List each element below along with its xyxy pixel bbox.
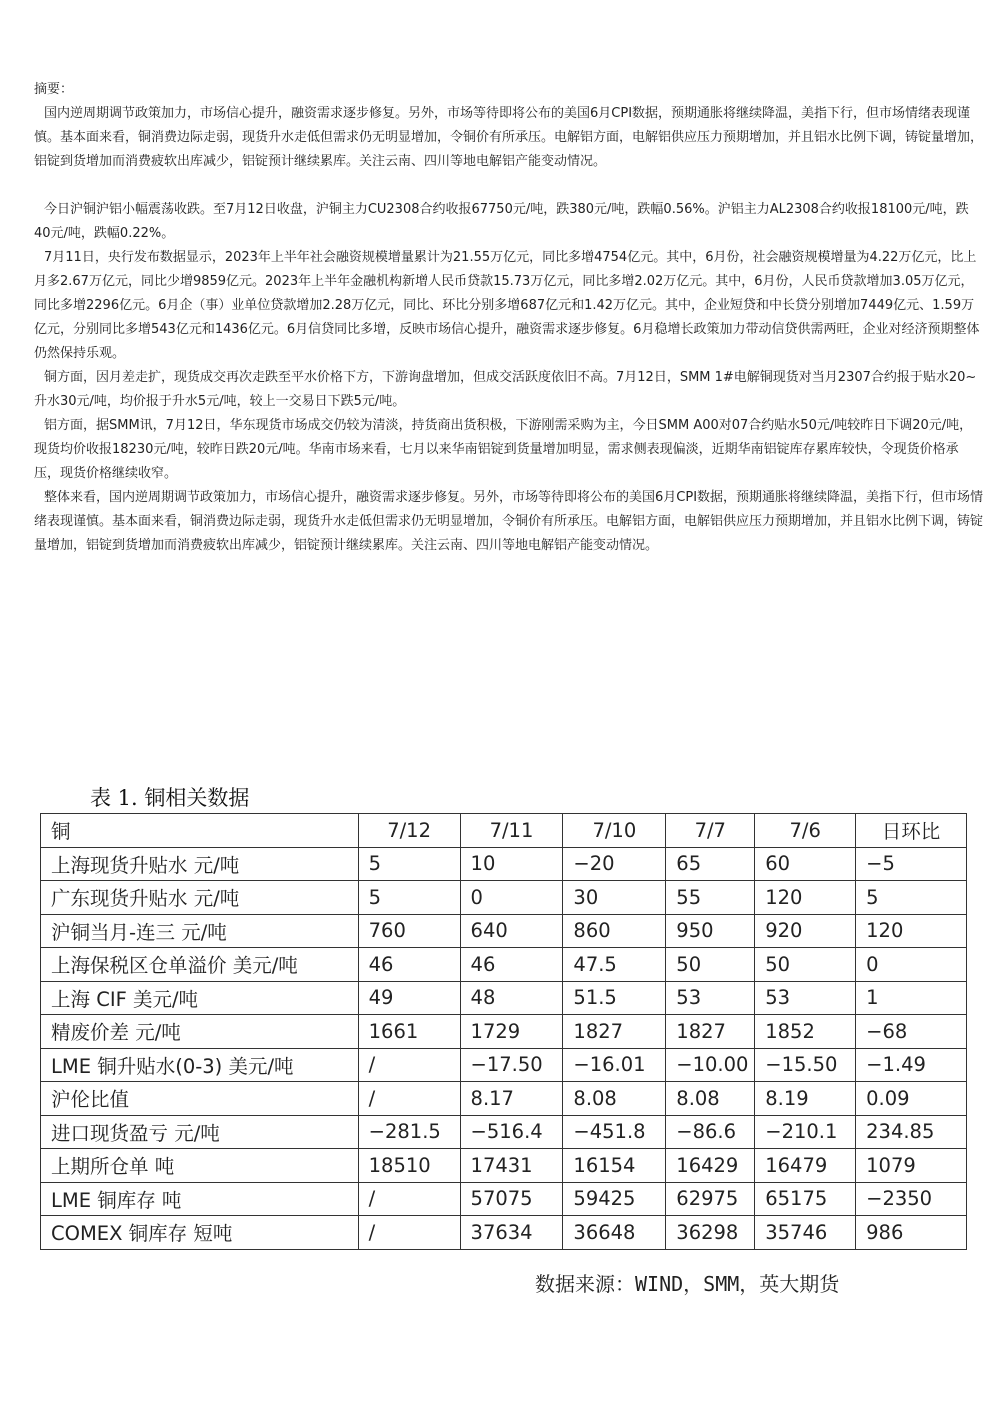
header-cell: 7/12: [358, 814, 460, 848]
value-cell: −86.6: [666, 1115, 755, 1149]
row-label-cell: 沪伦比值: [41, 1082, 359, 1116]
value-cell: 50: [666, 948, 755, 982]
value-cell: 60: [755, 847, 856, 881]
value-cell: 1827: [666, 1015, 755, 1049]
value-cell: 65: [666, 847, 755, 881]
value-cell: 920: [755, 914, 856, 948]
value-cell: 1: [856, 981, 967, 1015]
value-cell: 10: [460, 847, 563, 881]
row-label-cell: 上海保税区仓单溢价 美元/吨: [41, 948, 359, 982]
value-cell: 8.19: [755, 1082, 856, 1116]
value-cell: 1827: [563, 1015, 666, 1049]
value-cell: 17431: [460, 1149, 563, 1183]
value-cell: 0: [856, 948, 967, 982]
header-cell: 7/11: [460, 814, 563, 848]
value-cell: 18510: [358, 1149, 460, 1183]
header-cell: 7/6: [755, 814, 856, 848]
value-cell: 860: [563, 914, 666, 948]
value-cell: −5: [856, 847, 967, 881]
value-cell: 65175: [755, 1182, 856, 1216]
value-cell: 8.17: [460, 1082, 563, 1116]
value-cell: 30: [563, 881, 666, 915]
value-cell: 36648: [563, 1216, 666, 1250]
row-label-cell: COMEX 铜库存 短吨: [41, 1216, 359, 1250]
row-label-cell: 上海现货升贴水 元/吨: [41, 847, 359, 881]
row-label-cell: 上期所仓单 吨: [41, 1149, 359, 1183]
value-cell: 47.5: [563, 948, 666, 982]
value-cell: 46: [460, 948, 563, 982]
value-cell: 49: [358, 981, 460, 1015]
table-row: [41, 1149, 967, 1183]
copper-data-table: [40, 813, 967, 1250]
value-cell: 1661: [358, 1015, 460, 1049]
table-row: [41, 847, 967, 881]
value-cell: 16429: [666, 1149, 755, 1183]
row-label-cell: LME 铜升贴水(0-3) 美元/吨: [41, 1048, 359, 1082]
header-cell: 7/7: [666, 814, 755, 848]
value-cell: −516.4: [460, 1115, 563, 1149]
row-label-cell: 广东现货升贴水 元/吨: [41, 881, 359, 915]
value-cell: 16154: [563, 1149, 666, 1183]
value-cell: 36298: [666, 1216, 755, 1250]
value-cell: /: [358, 1216, 460, 1250]
value-cell: 50: [755, 948, 856, 982]
value-cell: /: [358, 1082, 460, 1116]
value-cell: 986: [856, 1216, 967, 1250]
header-cell: 7/10: [563, 814, 666, 848]
table-title: 表 1. 铜相关数据: [90, 786, 250, 810]
value-cell: 1729: [460, 1015, 563, 1049]
value-cell: 1852: [755, 1015, 856, 1049]
value-cell: 1079: [856, 1149, 967, 1183]
value-cell: −16.01: [563, 1048, 666, 1082]
paragraph-overall: 整体来看，国内逆周期调节政策加力，市场信心提升，融资需求逐步修复。另外，市场等待即将公布的美国6月CPI数据，预期通胀将继续降温，美指下行，但市场情绪表现谨慎。基本面来看，铜消费边际走弱，现货升水走低但需求仍无明显增加，令铜价有所承压。电解铝方面，电解铝供应压力预期增加，并且铝水比例下调，铸锭量增加，铝锭到货增加而消费疲软出库减少，铝锭预计继续累库。关注云南、四川等地电解铝产能变动情况。: [34, 490, 984, 553]
value-cell: 950: [666, 914, 755, 948]
table-row: [41, 981, 967, 1015]
value-cell: −17.50: [460, 1048, 563, 1082]
value-cell: 5: [358, 881, 460, 915]
value-cell: 37634: [460, 1216, 563, 1250]
value-cell: 760: [358, 914, 460, 948]
value-cell: 57075: [460, 1182, 563, 1216]
value-cell: −1.49: [856, 1048, 967, 1082]
summary-body: 国内逆周期调节政策加力，市场信心提升，融资需求逐步修复。另外，市场等待即将公布的美国6月CPI数据，预期通胀将继续降温，美指下行，但市场情绪表现谨慎。基本面来看，铜消费边际走弱，现货升水走低但需求仍无明显增加，令铜价有所承压。电解铝方面，电解铝供应压力预期增加，并且铝水比例下调，铸锭量增加，铝锭到货增加而消费疲软出库减少，铝锭预计继续累库。关注云南、四川等地电解铝产能变动情况。: [34, 106, 984, 169]
value-cell: −451.8: [563, 1115, 666, 1149]
value-cell: 53: [755, 981, 856, 1015]
table-row: [41, 948, 967, 982]
paragraph-market-close: 今日沪铜沪铝小幅震荡收跌。至7月12日收盘，沪铜主力CU2308合约收报67750元/吨，跌380元/吨，跌幅0.56%。沪铝主力AL2308合约收报18100元/吨，跌40元/吨，跌幅0.22%。: [34, 202, 969, 241]
value-cell: 8.08: [666, 1082, 755, 1116]
table-row: [41, 1015, 967, 1049]
data-source-note: 数据来源：WIND，SMM，英大期货: [535, 1272, 840, 1296]
value-cell: 0: [460, 881, 563, 915]
value-cell: /: [358, 1182, 460, 1216]
value-cell: 234.85: [856, 1115, 967, 1149]
table-row: [41, 1182, 967, 1216]
header-cell: 铜: [41, 814, 359, 848]
value-cell: −10.00: [666, 1048, 755, 1082]
paragraph-credit-data: 7月11日，央行发布数据显示，2023年上半年社会融资规模增量累计为21.55万亿元，同比多增4754亿元。其中，6月份，社会融资规模增量为4.22万亿元，比上月多2.67万亿元，同比少增9859亿元。2023年上半年金融机构新增人民币贷款15.73万亿元，同比多增2.02万亿元。其中，6月份，人民币贷款增加3.05万亿元，同比多增2296亿元。6月企（事）业单位贷款增加2.28万亿元，同比、环比分别多增687亿元和1.42万亿元。其中，企业短贷和中长贷分别增加7449亿元、1.59万亿元，分别同比多增543亿元和1436亿元。6月信贷同比多增，反映市场信心提升，融资需求逐步修复。6月稳增长政策加力带动信贷供需两旺，企业对经济预期整体仍然保持乐观。: [34, 250, 980, 361]
table-row: [41, 914, 967, 948]
value-cell: −68: [856, 1015, 967, 1049]
paragraph-copper: 铜方面，因月差走扩，现货成交再次走跌至平水价格下方，下游询盘增加，但成交活跃度依旧不高。7月12日，SMM 1#电解铜现货对当月2307合约报于贴水20~升水30元/吨，均价报于升水5元/吨，较上一交易日下跌5元/吨。: [34, 370, 977, 409]
value-cell: 8.08: [563, 1082, 666, 1116]
value-cell: −2350: [856, 1182, 967, 1216]
value-cell: 640: [460, 914, 563, 948]
value-cell: 62975: [666, 1182, 755, 1216]
value-cell: −210.1: [755, 1115, 856, 1149]
value-cell: −20: [563, 847, 666, 881]
table-row: [41, 1082, 967, 1116]
table-row: [41, 1115, 967, 1149]
table-row: [41, 881, 967, 915]
table-row: [41, 1216, 967, 1250]
table-row: [41, 1048, 967, 1082]
row-label-cell: 上海 CIF 美元/吨: [41, 981, 359, 1015]
value-cell: 16479: [755, 1149, 856, 1183]
value-cell: 48: [460, 981, 563, 1015]
table-header-row: [41, 814, 967, 848]
header-cell: 日环比: [856, 814, 967, 848]
value-cell: 120: [856, 914, 967, 948]
value-cell: 35746: [755, 1216, 856, 1250]
value-cell: 5: [358, 847, 460, 881]
value-cell: 5: [856, 881, 967, 915]
paragraph-aluminum: 铝方面，据SMM讯，7月12日，华东现货市场成交仍较为清淡，持货商出货积极，下游刚需采购为主，今日SMM A00对07合约贴水50元/吨较昨日下调20元/吨，现货均价收报18230元/吨，较昨日跌20元/吨。华南市场来看，七月以来华南铝锭到货量增加明显，需求侧表现偏淡，近期华南铝锭库存累库较快，令现货价格承压，现货价格继续收窄。: [34, 418, 973, 481]
row-label-cell: 精废价差 元/吨: [41, 1015, 359, 1049]
row-label-cell: 进口现货盈亏 元/吨: [41, 1115, 359, 1149]
report-text: [34, 78, 984, 558]
value-cell: −281.5: [358, 1115, 460, 1149]
value-cell: 0.09: [856, 1082, 967, 1116]
row-label-cell: LME 铜库存 吨: [41, 1182, 359, 1216]
value-cell: 55: [666, 881, 755, 915]
value-cell: 59425: [563, 1182, 666, 1216]
value-cell: 53: [666, 981, 755, 1015]
summary-heading: 摘要：: [34, 82, 74, 97]
value-cell: 120: [755, 881, 856, 915]
value-cell: /: [358, 1048, 460, 1082]
value-cell: 46: [358, 948, 460, 982]
value-cell: −15.50: [755, 1048, 856, 1082]
row-label-cell: 沪铜当月-连三 元/吨: [41, 914, 359, 948]
value-cell: 51.5: [563, 981, 666, 1015]
